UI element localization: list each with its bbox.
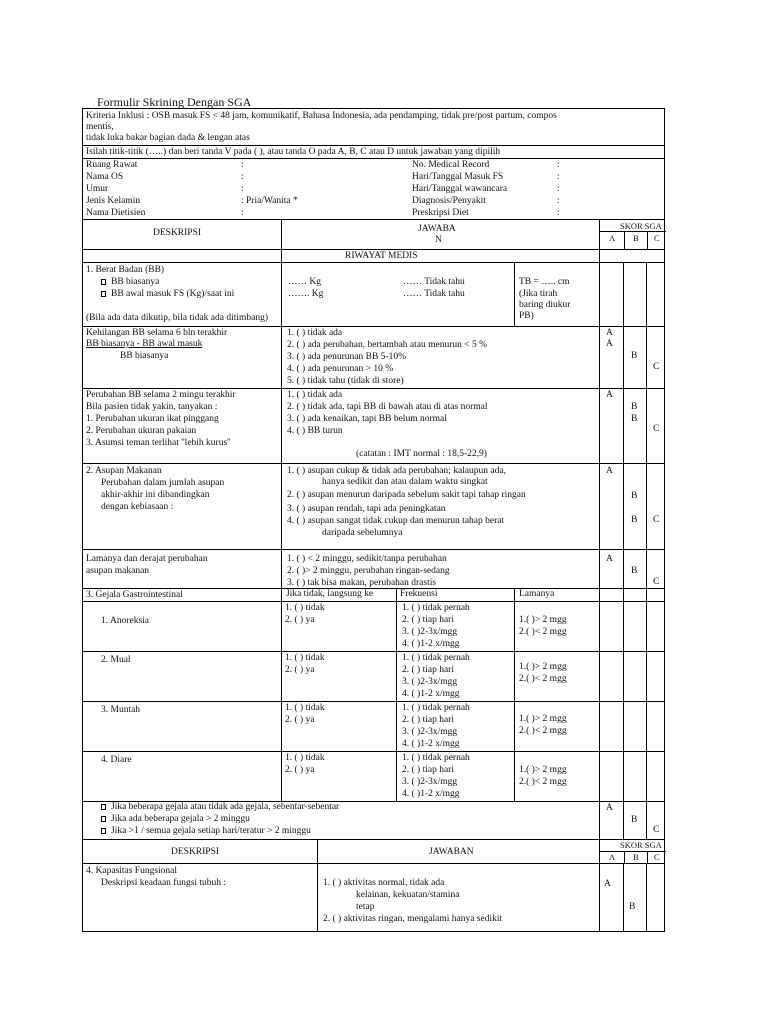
freq-option[interactable]: 3. ( )2-3x/mgg [402,727,458,737]
freq-option[interactable]: 4. ( )1-2 x/mgg [402,639,460,649]
header-jawaban-cell [281,220,599,249]
perubahan-item: 2. Perubahan ukuran pakaian [86,426,197,436]
gejala-item: 4. Diare [101,755,132,765]
perubahan-item: 3. Asumsi teman terlihat ''lebih kurus'' [86,438,231,448]
asupan-title: 2. Asupan Makanan [86,466,162,476]
header-skor: SKOR SGA [620,221,662,231]
option-tidak[interactable]: 1. ( ) tidak [285,653,325,663]
option-4-cont: daripada sebelumnya [322,528,403,538]
kehilangan-formula: BB biasanya - BB awal masuk [86,339,203,349]
option-3[interactable]: 3. ( ) ada penurunan BB 5-10% [287,352,406,362]
duration-option[interactable]: 2.( )< 2 mgg [519,777,567,787]
freq-option[interactable]: 1. ( ) tidak pernah [402,753,470,763]
checkbox-icon[interactable] [101,291,106,297]
option-3[interactable]: 3. ( ) ada kenaikan, tapi BB belum normal [287,414,447,424]
option-1[interactable]: 1. ( ) tidak ada [287,328,343,338]
kapasitas-desc: Deskripsi keadaan fungsi tubuh : [101,878,227,888]
field-label: Umur [86,184,109,194]
row-perubahan-bb [83,389,664,464]
row-asupan [83,464,664,550]
field-label: Jenis Kelamin [86,196,141,206]
field-value[interactable]: : Pria/Wanita * [241,196,298,206]
field-label: Preskripsi Diet [412,208,469,218]
table-header [83,220,664,250]
field-value[interactable]: : [557,208,560,218]
bb-item-1-label: BB biasanya [111,277,160,287]
option-ya[interactable]: 2. ( ) ya [285,715,315,725]
option-2[interactable]: 2. ( )> 2 minggu, perubahan ringan-sedang [287,566,450,576]
header-jawaban-2: N [435,235,442,245]
field-value[interactable]: : [557,184,560,194]
score-a[interactable]: A [606,339,613,349]
kapasitas-title: 4. Kapasitas Fungsional [86,866,178,876]
header-b: B [633,233,639,243]
score-b[interactable]: B [629,902,636,912]
option-4[interactable]: 4. ( ) ada penurunan > 10 % [287,364,394,374]
field-label: Ruang Rawat [86,160,138,170]
score-b[interactable]: B [631,491,638,501]
identity-row [83,159,664,220]
freq-option[interactable]: 2. ( ) tiap hari [402,715,454,725]
freq-option[interactable]: 4. ( )1-2 x/mgg [402,689,460,699]
score-a[interactable]: A [604,879,611,889]
field-value[interactable]: : [241,184,244,194]
field-value[interactable]: : [241,172,244,182]
criteria-row [83,109,664,146]
perubahan-item: 1. Perubahan ukuran ikat pinggang [86,414,219,424]
perubahan-label-2: Bila pasien tidak yakin, tanyakan : [86,402,218,412]
duration-option[interactable]: 2.( )< 2 mgg [519,674,567,684]
score-b[interactable]: B [631,566,638,576]
header-skor-cell [599,220,666,249]
header-a: A [609,852,616,862]
criteria-text-2: mentis, [86,122,114,132]
kehilangan-label: Kehilangan BB selama 6 bln terakhir [86,328,228,338]
option-1[interactable]: 1. ( ) < 2 minggu, sedikit/tanpa perubahan [287,554,447,564]
perubahan-label: Perubahan BB selama 2 mingu terakhir [86,390,236,400]
option-tidak[interactable]: 1. ( ) tidak [285,703,325,713]
freq-option[interactable]: 3. ( )2-3x/mgg [402,677,458,687]
option-2[interactable]: 2. ( ) aktivitas ringan, mengalami hanya sedikit [323,914,503,924]
freq-option[interactable]: 3. ( )2-3x/mgg [402,777,458,787]
duration-option[interactable]: 2.( )< 2 mgg [519,726,567,736]
duration-option[interactable]: 1.( )> 2 mgg [519,765,567,775]
score-a[interactable]: A [606,390,613,400]
field-label: No. Medical Record [412,160,490,170]
row-kapasitas [83,864,664,931]
summary-2-label: Jika ada beberapa gejala > 2 minggu [111,814,250,824]
field-label: Diagnosis/Penyakit [412,196,486,206]
option-1[interactable]: 1. ( ) aktivitas normal, tidak ada [323,878,445,888]
duration-option[interactable]: 2.( )< 2 mgg [519,627,567,637]
score-c[interactable]: C [653,424,660,434]
freq-option[interactable]: 2. ( ) tiap hari [402,665,454,675]
gejala-item: 2. Mual [101,655,131,665]
option-ya[interactable]: 2. ( ) ya [285,615,315,625]
field-value[interactable]: : [557,172,560,182]
gejala-title: 3. Gejala Gastrointestinal [86,590,183,600]
gejala-header-frekuensi: Frekuensi [400,589,438,599]
header-c: C [654,233,660,243]
row-kehilangan-bb [83,327,664,389]
option-1-cont-2: tetap [356,902,375,912]
option-3[interactable]: 3. ( ) asupan rendah, tapi ada peningkatan [287,504,446,514]
score-c[interactable]: C [653,362,660,372]
summary-3-label: Jika >1 / semua gejala setiap hari/teratur > 2 minggu [111,826,311,836]
table-header-2 [83,840,664,864]
header-c: C [654,852,660,862]
bb-item-2-label: BB awal masuk FS (Kg)/saat ini [111,289,235,299]
freq-option[interactable]: 2. ( ) tiap hari [402,615,454,625]
freq-option[interactable]: 1. ( ) tidak pernah [402,703,470,713]
option-2[interactable]: 2. ( ) tidak ada, tapi BB di bawah atau di atas normal [287,402,488,412]
instruction-text: Isilah titik-titik (…..) dan beri tanda V pada ( ), atau tanda O pada A, B, C atau D untuk jawaban yang dipilih [86,147,501,157]
checkbox-icon[interactable] [101,828,106,834]
asupan-desc: Perubahan dalam jumlah asupan [101,478,225,488]
option-ya[interactable]: 2. ( ) ya [285,665,315,675]
header-deskripsi: DESKRIPSI [171,847,220,857]
freq-option[interactable]: 2. ( ) tiap hari [402,765,454,775]
field-label: Hari/Tanggal Masuk FS [412,172,504,182]
score-a[interactable]: A [606,466,613,476]
summary-2 [101,814,250,825]
bb-item-1 [101,277,159,288]
bb-tb-note-2: baring diukur [519,300,571,310]
row-mual [83,652,664,702]
section-title: RIWAYAT MEDIS [345,251,418,261]
criteria-text-3: tidak luka bakar bagian dada & lengan atas [86,133,250,143]
checkbox-icon[interactable] [101,279,106,285]
row-diare [83,752,664,802]
bb-tidak-tahu-1[interactable]: …… Tidak tahu [403,277,465,287]
bb-tb-note-3: PB) [519,311,534,321]
score-c[interactable]: C [653,577,660,587]
gejala-item: 3. Muntah [101,705,141,715]
row-lamanya [83,550,664,589]
option-1[interactable]: 1. ( ) asupan cukup & tidak ada perubahan; kalaupun ada, [287,466,506,476]
header-a: A [609,233,616,243]
score-b[interactable]: B [631,351,638,361]
option-2[interactable]: 2. ( ) ada perubahan, bertambah atau menurun < 5 % [287,340,488,350]
header-b: B [633,852,639,862]
option-5[interactable]: 5. ( ) tidak tahu (tidak di store) [287,376,404,386]
score-a[interactable]: A [606,328,613,338]
gejala-item: 1. Anoreksia [101,616,150,626]
lamanya-label-2: asupan makanan [86,566,150,576]
option-2[interactable]: 2. ( ) asupan menurun daripada sebelum sakit tapi tahap ringan [287,490,526,500]
option-3[interactable]: 3. ( ) tak bisa makan, perubahan drastis [287,578,437,588]
freq-option[interactable]: 4. ( )1-2 x/mgg [402,739,460,749]
option-1-cont: hanya sedikit dan atau dalam waktu singkat [322,477,488,487]
field-label: Nama OS [86,172,124,182]
field-label: Hari/Tanggal wawancara [412,184,508,194]
section-riwayat [83,250,664,263]
header-deskripsi: DESKRIPSI [153,228,202,238]
row-muntah [83,702,664,752]
row-berat-badan [83,263,664,327]
asupan-desc: dengan kebiasaan : [101,502,174,512]
bb-tb-note-1: (Jika tirah [519,289,558,299]
freq-option[interactable]: 4. ( )1-2 x/mgg [402,789,460,799]
bb-tb[interactable]: TB = ….. cm [519,277,570,287]
score-a[interactable]: A [606,554,613,564]
field-value[interactable]: : [241,160,244,170]
score-c[interactable]: C [653,515,660,525]
freq-option[interactable]: 3. ( )2-3x/mgg [402,627,458,637]
freq-option[interactable]: 1. ( ) tidak pernah [402,603,470,613]
duration-option[interactable]: 1.( )> 2 mgg [519,615,567,625]
summary-1 [101,802,339,813]
header-jawaban: JAWABA [418,224,456,234]
bb-tidak-tahu-2[interactable]: …… Tidak tahu [403,289,465,299]
summary-1-label: Jika beberapa gejala atau tidak ada gejala, sebentar-sebentar [111,802,340,812]
summary-3 [101,826,311,837]
option-tidak[interactable]: 1. ( ) tidak [285,753,325,763]
bb-kg-2[interactable]: ……. Kg [288,289,324,299]
sga-form [82,108,665,932]
duration-option[interactable]: 1.( )> 2 mgg [519,714,567,724]
option-ya[interactable]: 2. ( ) ya [285,765,315,775]
field-value[interactable]: : [241,208,244,218]
score-c[interactable]: C [653,825,660,835]
kehilangan-denom: BB biasanya [120,351,169,361]
score-a[interactable]: A [606,803,613,813]
score-b[interactable]: B [631,815,638,825]
field-value[interactable]: : [557,196,560,206]
score-b[interactable]: B [631,515,638,525]
checkbox-icon[interactable] [101,804,106,810]
freq-option[interactable]: 1. ( ) tidak pernah [402,653,470,663]
row-gejala-header [83,589,664,602]
instruction-row [83,146,664,159]
form-title: Formulir Skrining Dengan SGA [97,95,252,109]
option-4[interactable]: 4. ( ) asupan sangat tidak cukup dan menurun tahap berat [287,516,505,526]
duration-option[interactable]: 1.( )> 2 mgg [519,662,567,672]
option-1-cont: kelainan, kekuatan/stamina [356,890,460,900]
gejala-header-jika: Jika tidak, langsung ke [286,589,374,599]
header-skor: SKOR SGA [620,840,662,850]
option-tidak[interactable]: 1. ( ) tidak [285,603,325,613]
field-value[interactable]: : [557,160,560,170]
score-b[interactable]: B [631,414,638,424]
option-4[interactable]: 4. ( ) BB turun [287,426,343,436]
bb-kg-1[interactable]: …… Kg [288,277,321,287]
header-jawaban: JAWABAN [429,847,474,857]
criteria-text: Kriteria Inklusi : OSB masuk FS < 48 jam, komunikatif, Bahasa Indonesia, ada pendamping, tidak pre/post partum, compos [86,111,557,121]
field-label: Nama Dietisien [86,208,146,218]
lamanya-label: Lamanya dan derajat perubahan [86,554,208,564]
checkbox-icon[interactable] [101,816,106,822]
row-anoreksia [83,602,664,652]
bb-item-2 [101,289,234,300]
asupan-desc: akhir-akhir ini dibandingkan [101,490,210,500]
row-gejala-summary [83,802,664,840]
option-1[interactable]: 1. ( ) tidak ada [287,390,343,400]
imt-note: (catatan : IMT normal : 18,5-22,9) [356,449,487,459]
score-b[interactable]: B [631,402,638,412]
bb-title: 1. Berat Badan (BB) [86,265,165,275]
bb-note: (Bila ada data dikutip, bila tidak ada ditimbang) [86,313,269,323]
gejala-header-lamanya: Lamanya [519,589,555,599]
